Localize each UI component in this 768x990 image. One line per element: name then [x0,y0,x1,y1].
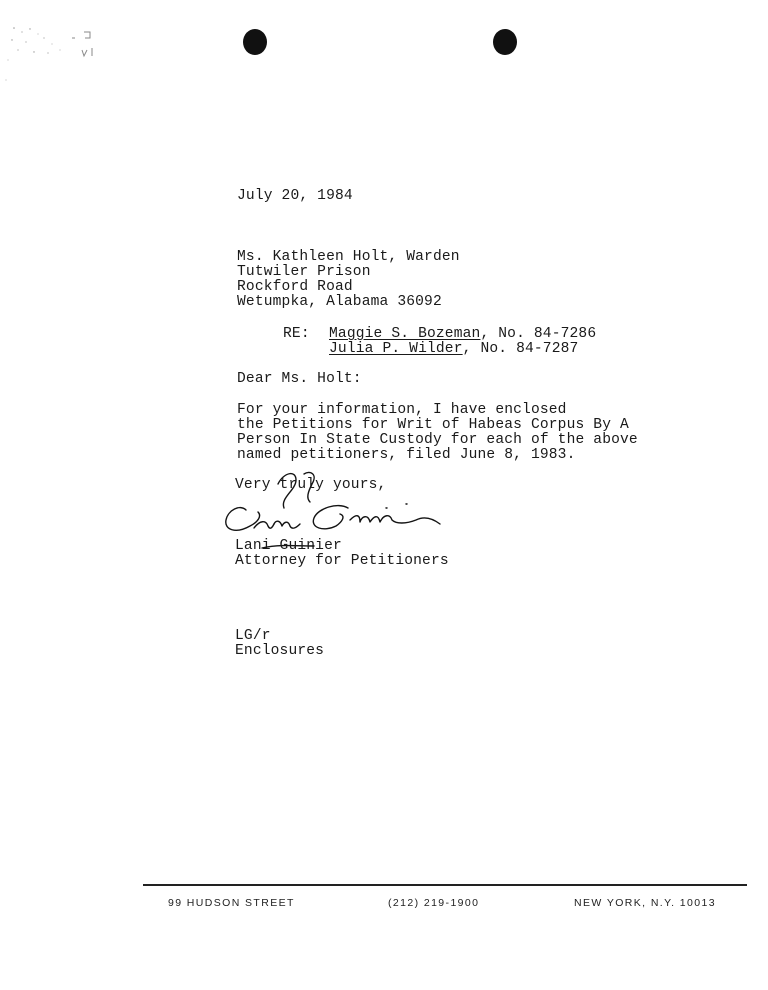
re-case-2-name: Julia P. Wilder [329,341,463,357]
recipient-line-3: Rockford Road [237,279,353,295]
re-case-2 [329,341,578,357]
signer-title: Attorney for Petitioners [235,553,449,569]
re-case-1 [329,326,596,342]
footer-address: 99 HUDSON STREET [168,897,295,909]
scan-speckle-mark [0,20,110,90]
body-line-1: For your information, I have enclosed [237,402,567,418]
re-case-2-number: , No. 84-7287 [462,341,579,357]
enclosures-note: Enclosures [235,643,325,659]
re-label: RE: [283,326,310,342]
footer-phone: (212) 219-1900 [388,897,480,909]
footer-divider [143,884,747,886]
punch-hole-right [493,29,517,55]
body-line-4: named petitioners, filed June 8, 1983. [237,447,576,463]
signer-name: Lani Guinier [235,538,342,554]
body-line-2: the Petitions for Writ of Habeas Corpus By A [237,417,629,433]
recipient-line-1: Ms. Kathleen Holt, Warden [237,249,460,265]
salutation: Dear Ms. Holt: [237,371,362,387]
re-case-1-name: Maggie S. Bozeman [329,326,481,342]
recipient-line-2: Tutwiler Prison [237,264,371,280]
letter-date: July 20, 1984 [237,188,353,204]
re-case-1-number: , No. 84-7286 [480,326,597,342]
closing: Very truly yours, [235,477,387,493]
footer-city: NEW YORK, N.Y. 10013 [574,897,716,909]
recipient-line-4: Wetumpka, Alabama 36092 [237,294,442,310]
body-line-3: Person In State Custody for each of the above [237,432,638,448]
typist-initials: LG/r [235,628,271,644]
punch-hole-left [243,29,267,55]
